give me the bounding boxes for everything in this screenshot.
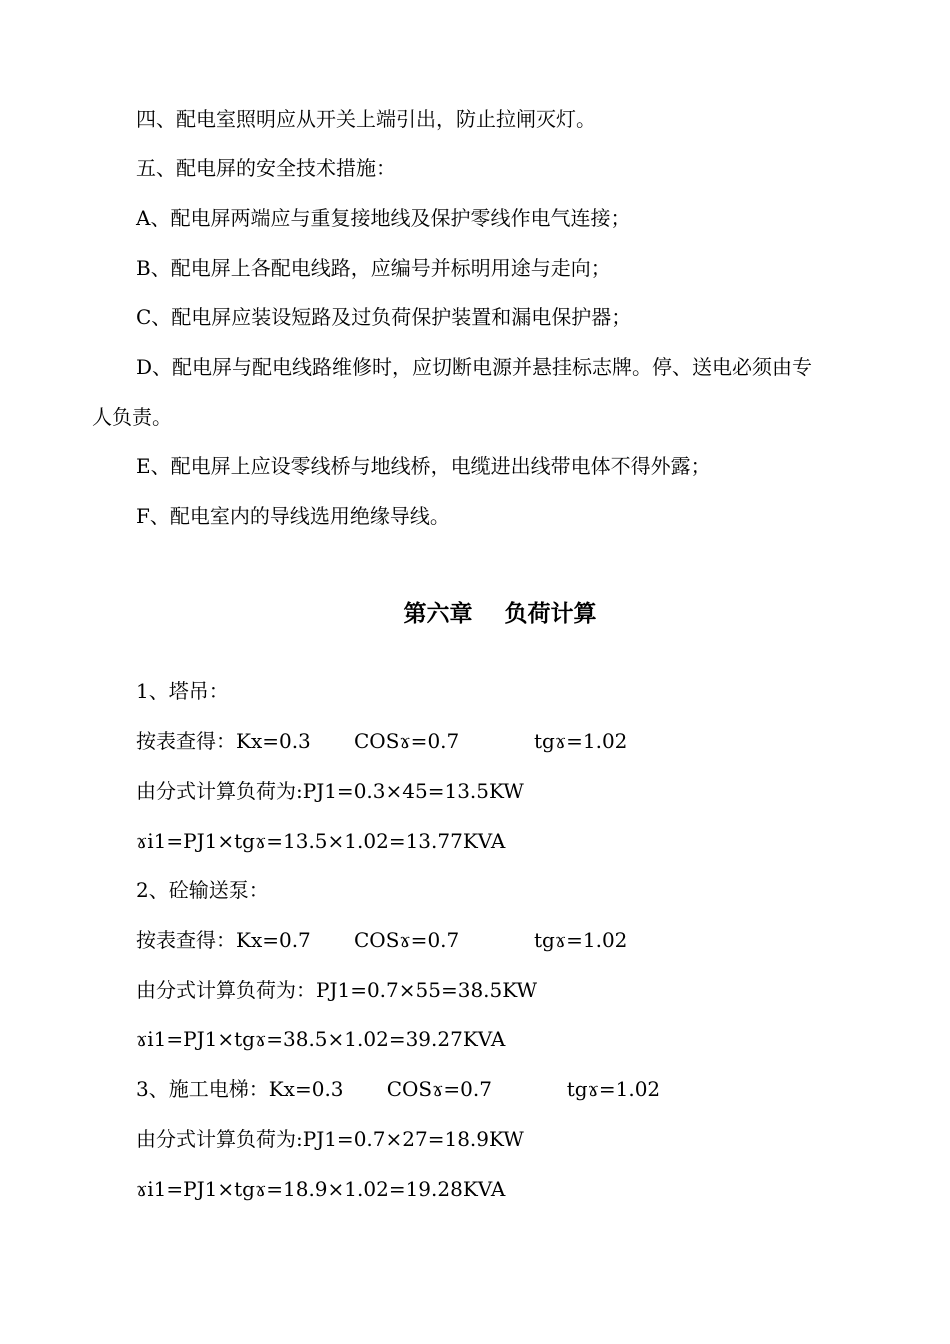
safety-item-b: B、配电屏上各配电线路，应编号并标明用途与走向； (136, 256, 611, 280)
tower-pj: 由分式计算负荷为:PJ1=0.3×45=13.5KW (136, 779, 524, 803)
elevator-label: 3、施工电梯： (136, 1077, 269, 1101)
kx-value: Kx=0.3 (268, 1077, 344, 1101)
elevator-coefficients (136, 1076, 660, 1102)
pump-pj: 由分式计算负荷为：PJ1=0.7×55=38.5KW (136, 978, 538, 1002)
elevator-pj: 由分式计算负荷为:PJ1=0.7×27=18.9KW (136, 1127, 524, 1151)
lookup-label: 按表查得： (136, 928, 236, 952)
safety-item-4: 四、配电室照明应从开关上端引出，防止拉闸灭灯。 (136, 107, 596, 131)
kx-value: Kx=0.3 (236, 729, 311, 753)
cos-value: COSɤ=0.7 (386, 1077, 492, 1101)
safety-item-5: 五、配电屏的安全技术措施： (136, 156, 396, 180)
tg-value: tgɤ=1.02 (566, 1077, 661, 1101)
safety-item-c: C、配电屏应装设短路及过负荷保护装置和漏电保护器； (136, 305, 632, 329)
safety-item-d-line1: D、配电屏与配电线路维修时，应切断电源并悬挂标志牌。停、送电必须由专 (136, 355, 813, 379)
tg-value: tgɤ=1.02 (534, 928, 628, 952)
cos-value: COSɤ=0.7 (354, 928, 460, 952)
pump-coefficients (136, 927, 627, 953)
safety-item-f: F、配电室内的导线选用绝缘导线。 (136, 504, 450, 528)
cos-value: COSɤ=0.7 (354, 729, 460, 753)
safety-item-a: A、配电屏两端应与重复接地线及保护零线作电气连接； (136, 206, 631, 230)
tower-qj: ɤi1=PJ1×tgɤ=13.5×1.02=13.77KVA (136, 829, 506, 853)
chapter-title: 负荷计算 (504, 601, 597, 627)
chapter-number: 第六章 (403, 601, 473, 627)
tg-value: tgɤ=1.02 (534, 729, 628, 753)
tower-label: 1、塔吊： (136, 679, 229, 703)
lookup-label: 按表查得： (136, 729, 236, 753)
elevator-qj: ɤi1=PJ1×tgɤ=18.9×1.02=19.28KVA (136, 1177, 506, 1201)
kx-value: Kx=0.7 (236, 928, 311, 952)
pump-qj: ɤi1=PJ1×tgɤ=38.5×1.02=39.27KVA (136, 1027, 506, 1051)
chapter-heading (0, 599, 950, 629)
safety-item-e: E、配电屏上应设零线桥与地线桥，电缆进出线带电体不得外露； (136, 454, 711, 478)
pump-label: 2、砼输送泵： (136, 878, 269, 902)
tower-coefficients (136, 728, 627, 754)
safety-item-d-line2: 人负责。 (92, 405, 172, 429)
